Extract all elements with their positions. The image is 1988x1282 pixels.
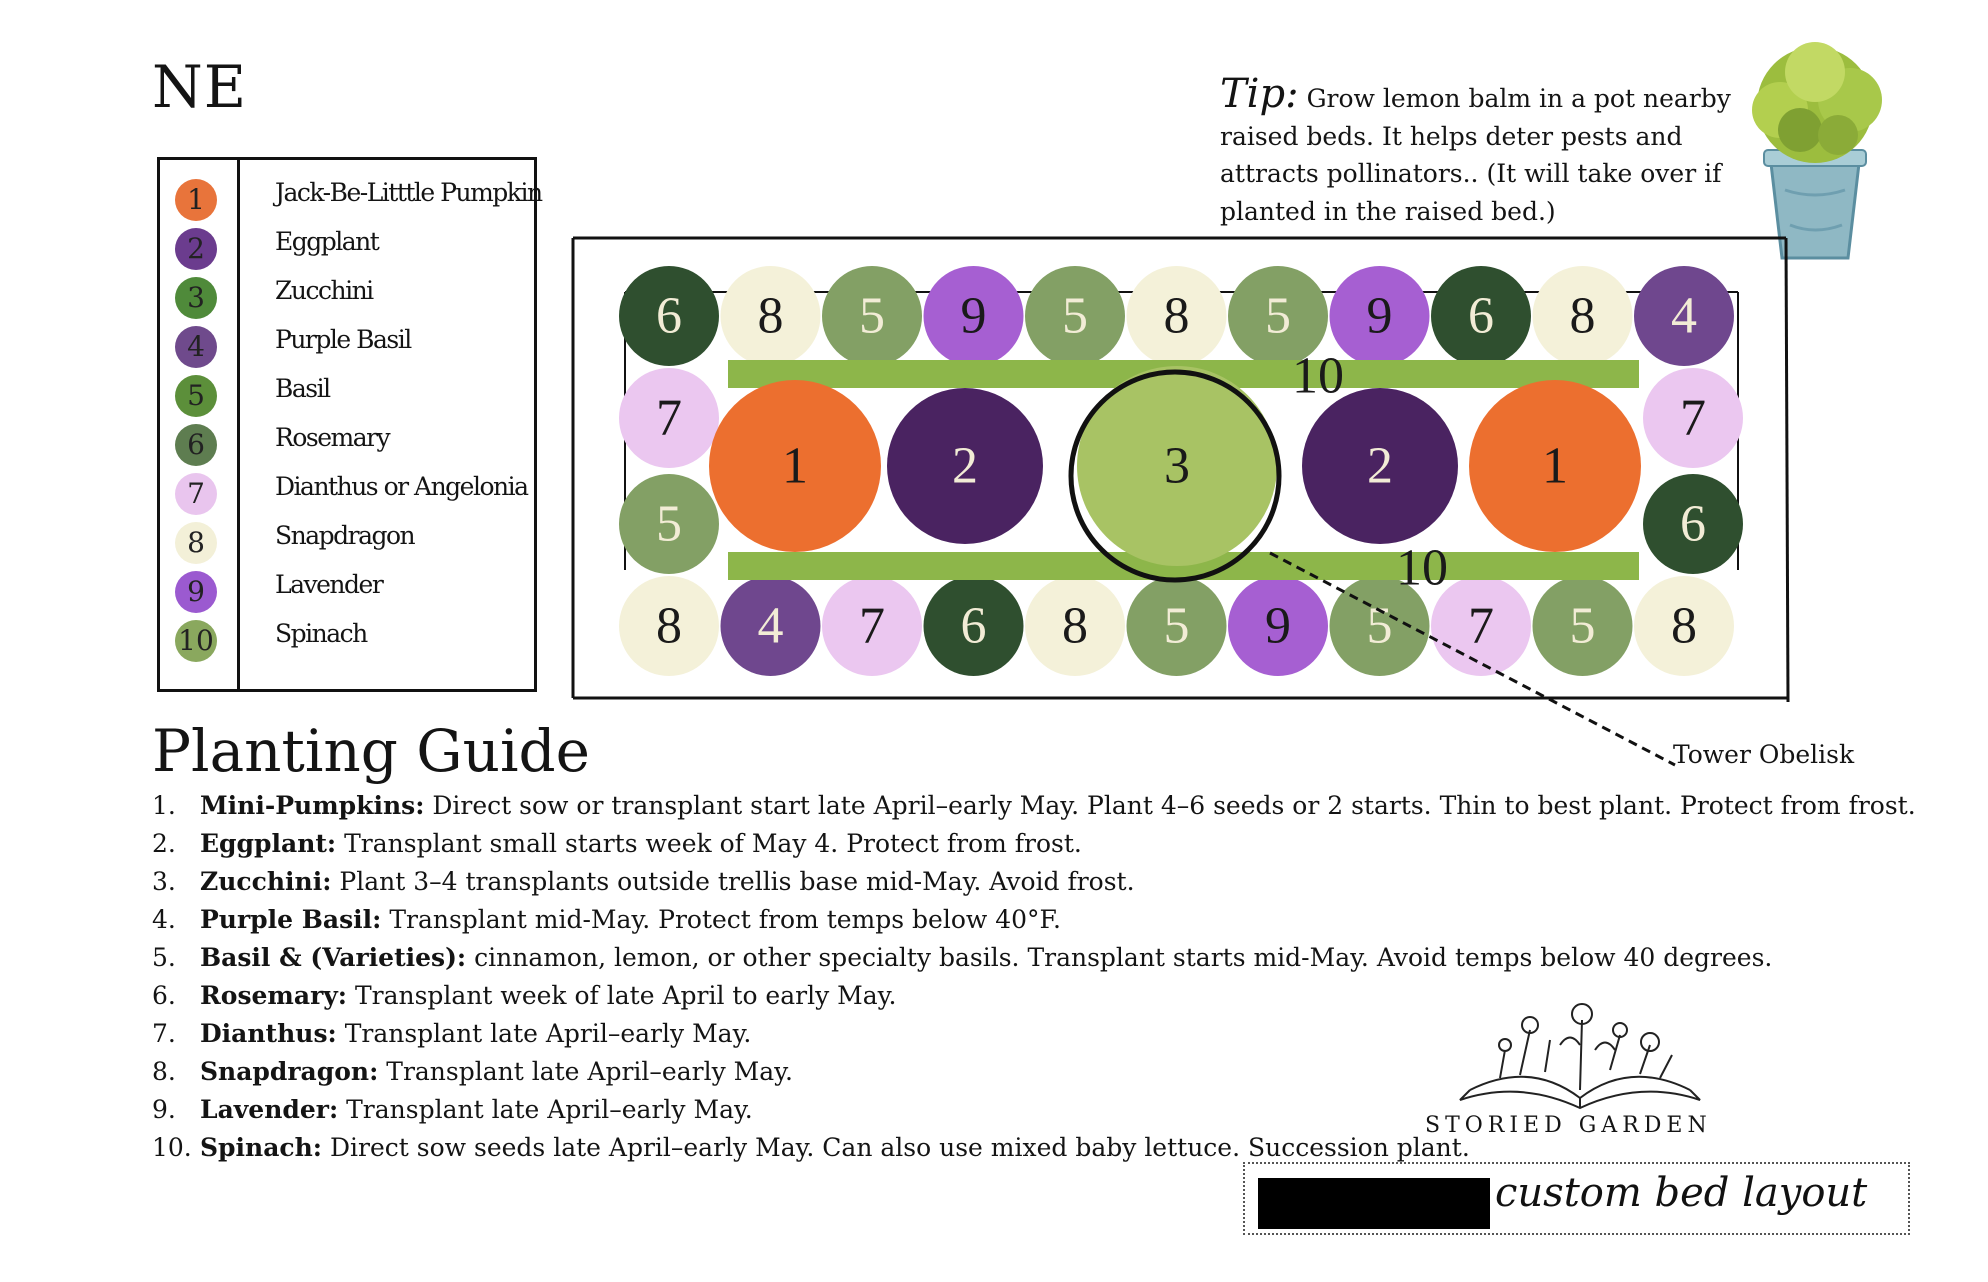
- guide-item-name: Snapdragon:: [200, 1057, 379, 1086]
- plant-number: 5: [1265, 287, 1291, 345]
- guide-item-number: 8.: [152, 1057, 176, 1086]
- legend-item-number: 7: [187, 477, 205, 510]
- plant-number: 9: [960, 287, 987, 345]
- guide-item-text: Transplant week of late April to early May.: [347, 981, 897, 1010]
- plant-number: 8: [757, 287, 784, 345]
- plant-number: 5: [1062, 287, 1088, 345]
- guide-item: [152, 825, 1972, 863]
- guide-item: [152, 1053, 1972, 1091]
- guide-item-number: 2.: [152, 829, 176, 858]
- legend-item-label: Jack-Be-Litttle Pumpkin: [275, 178, 542, 207]
- plant-7: [1643, 368, 1743, 468]
- spinach-row-number: 10: [1396, 539, 1448, 597]
- plant-5: [1533, 576, 1633, 676]
- plant-number: 8: [1671, 597, 1697, 655]
- guide-item-name: Spinach:: [200, 1133, 323, 1162]
- plant-8: [1634, 576, 1734, 676]
- legend-item-number: 1: [187, 183, 205, 216]
- plant-6: [619, 266, 719, 366]
- legend-item-number: 6: [187, 428, 205, 461]
- plant-6: [1643, 474, 1743, 574]
- guide-item: [152, 901, 1972, 939]
- guide-item-text: Direct sow seeds late April–early May. Can also use mixed baby lettuce. Succession plant.: [322, 1133, 1470, 1162]
- plant-4: [1634, 266, 1734, 366]
- plant-number: 5: [656, 495, 682, 553]
- guide-item-number: 10.: [152, 1133, 192, 1162]
- plant-number: 8: [1569, 287, 1596, 345]
- guide-item: [152, 863, 1972, 901]
- legend-item-number: 3: [187, 281, 205, 314]
- legend-item-label: Zucchini: [275, 276, 373, 305]
- plant-2: [887, 388, 1043, 544]
- guide-item: [152, 939, 1972, 977]
- plant-number: 7: [656, 389, 682, 447]
- plant-5: [1127, 576, 1227, 676]
- legend-item-label: Dianthus or Angelonia: [275, 472, 528, 501]
- plant-9: [924, 266, 1024, 366]
- legend-item-number: 10: [178, 624, 214, 657]
- plant-1: [1469, 380, 1641, 552]
- plant-7: [619, 368, 719, 468]
- plant-number: 2: [1367, 437, 1393, 495]
- guide-item-number: 6.: [152, 981, 176, 1010]
- plant-number: 8: [1062, 597, 1088, 655]
- guide-item-number: 9.: [152, 1095, 176, 1124]
- legend-item-label: Snapdragon: [275, 521, 415, 550]
- plant-6: [1431, 266, 1531, 366]
- guide-item-name: Mini-Pumpkins:: [200, 791, 425, 820]
- tower-obelisk-label: Tower Obelisk: [1673, 740, 1855, 769]
- planting-guide-title: Planting Guide: [152, 717, 590, 785]
- guide-item-name: Lavender:: [200, 1095, 339, 1124]
- guide-item-text: Transplant late April–early May.: [338, 1095, 753, 1124]
- plant-number: 7: [1468, 597, 1494, 655]
- guide-item-text: Plant 3–4 transplants outside trellis base mid-May. Avoid frost.: [331, 867, 1135, 896]
- guide-item-number: 1.: [152, 791, 176, 820]
- plant-number: 5: [859, 287, 885, 345]
- guide-item-text: Direct sow or transplant start late April–early May. Plant 4–6 seeds or 2 starts. Thin to best plant. Protect from frost.: [424, 791, 1916, 820]
- plant-1: [709, 380, 881, 552]
- plant-number: 6: [1680, 495, 1706, 553]
- legend-item-label: Lavender: [275, 570, 383, 599]
- plant-number: 5: [1366, 597, 1393, 655]
- guide-item-text: Transplant mid-May. Protect from temps below 40°F.: [381, 905, 1061, 934]
- plant-number: 6: [656, 287, 682, 345]
- legend-item-label: Rosemary: [275, 423, 390, 452]
- plant-5: [1025, 266, 1125, 366]
- guide-item-name: Dianthus:: [200, 1019, 337, 1048]
- plant-number: 5: [1569, 597, 1596, 655]
- guide-item-number: 4.: [152, 905, 176, 934]
- guide-item-name: Zucchini:: [200, 867, 332, 896]
- spinach-row-number: 10: [1292, 347, 1344, 405]
- plant-8: [1127, 266, 1227, 366]
- tip-heading: Tip:: [1220, 71, 1299, 117]
- planting-guide-list: [152, 787, 1972, 1167]
- legend-item-number: 5: [187, 379, 205, 412]
- guide-item-text: Transplant late April–early May.: [378, 1057, 793, 1086]
- plant-7: [822, 576, 922, 676]
- plant-number: 8: [656, 597, 682, 655]
- plant-number: 8: [1163, 287, 1190, 345]
- plant-number: 6: [960, 597, 987, 655]
- guide-item: [152, 787, 1972, 825]
- tip-text: Grow lemon balm in a pot nearby raised beds. It helps deter pests and attracts pollinators.. (It will take over if planted in the raised bed.): [1220, 84, 1731, 226]
- plant-number: 1: [1542, 437, 1568, 495]
- legend-item-label: Eggplant: [275, 227, 379, 256]
- custom-layout-label: custom bed layout: [1495, 1170, 1868, 1216]
- brand-name: STORIED GARDEN: [1425, 1113, 1712, 1138]
- guide-item-name: Purple Basil:: [200, 905, 382, 934]
- plant-number: 9: [1366, 287, 1393, 345]
- plant-2: [1302, 388, 1458, 544]
- guide-item: [152, 1015, 1972, 1053]
- plant-number: 3: [1164, 437, 1190, 495]
- guide-item-name: Rosemary:: [200, 981, 348, 1010]
- plant-number: 5: [1163, 597, 1190, 655]
- plant-number: 4: [1671, 287, 1697, 345]
- legend-item-label: Basil: [275, 374, 330, 403]
- legend-item-number: 2: [187, 232, 205, 265]
- plant-8: [721, 266, 821, 366]
- orientation-label: NE: [152, 53, 248, 121]
- plant-number: 9: [1265, 597, 1291, 655]
- legend-item-number: 4: [187, 330, 205, 363]
- plant-5: [822, 266, 922, 366]
- guide-item-number: 5.: [152, 943, 176, 972]
- lemon-balm-pot-icon: [1752, 42, 1882, 258]
- plant-6: [924, 576, 1024, 676]
- plant-5: [619, 474, 719, 574]
- legend-item-number: 8: [187, 526, 205, 559]
- plant-number: 7: [1680, 389, 1706, 447]
- guide-item: [152, 977, 1972, 1015]
- plant-number: 7: [859, 597, 885, 655]
- redacted-name: [1258, 1178, 1490, 1229]
- plant-number: 6: [1468, 287, 1494, 345]
- plant-number: 4: [757, 597, 784, 655]
- plant-9: [1228, 576, 1328, 676]
- plant-9: [1330, 266, 1430, 366]
- bed-plants: [619, 266, 1743, 676]
- plant-8: [1533, 266, 1633, 366]
- guide-item-name: Eggplant:: [200, 829, 337, 858]
- plant-number: 2: [952, 437, 978, 495]
- guide-item-number: 3.: [152, 867, 176, 896]
- guide-item-text: Transplant late April–early May.: [336, 1019, 752, 1048]
- legend-item-number: 9: [187, 575, 205, 608]
- guide-item-name: Basil & (Varieties):: [200, 943, 467, 972]
- plant-4: [721, 576, 821, 676]
- plant-8: [619, 576, 719, 676]
- legend-item-label: Spinach: [275, 619, 367, 648]
- guide-item-text: Transplant small starts week of May 4. Protect from frost.: [336, 829, 1082, 858]
- guide-item-text: cinnamon, lemon, or other specialty basils. Transplant starts mid-May. Avoid temps below 40 degrees.: [466, 943, 1773, 972]
- guide-item-number: 7.: [152, 1019, 176, 1048]
- plant-number: 1: [782, 437, 808, 495]
- legend-item-label: Purple Basil: [275, 325, 411, 354]
- plant-8: [1025, 576, 1125, 676]
